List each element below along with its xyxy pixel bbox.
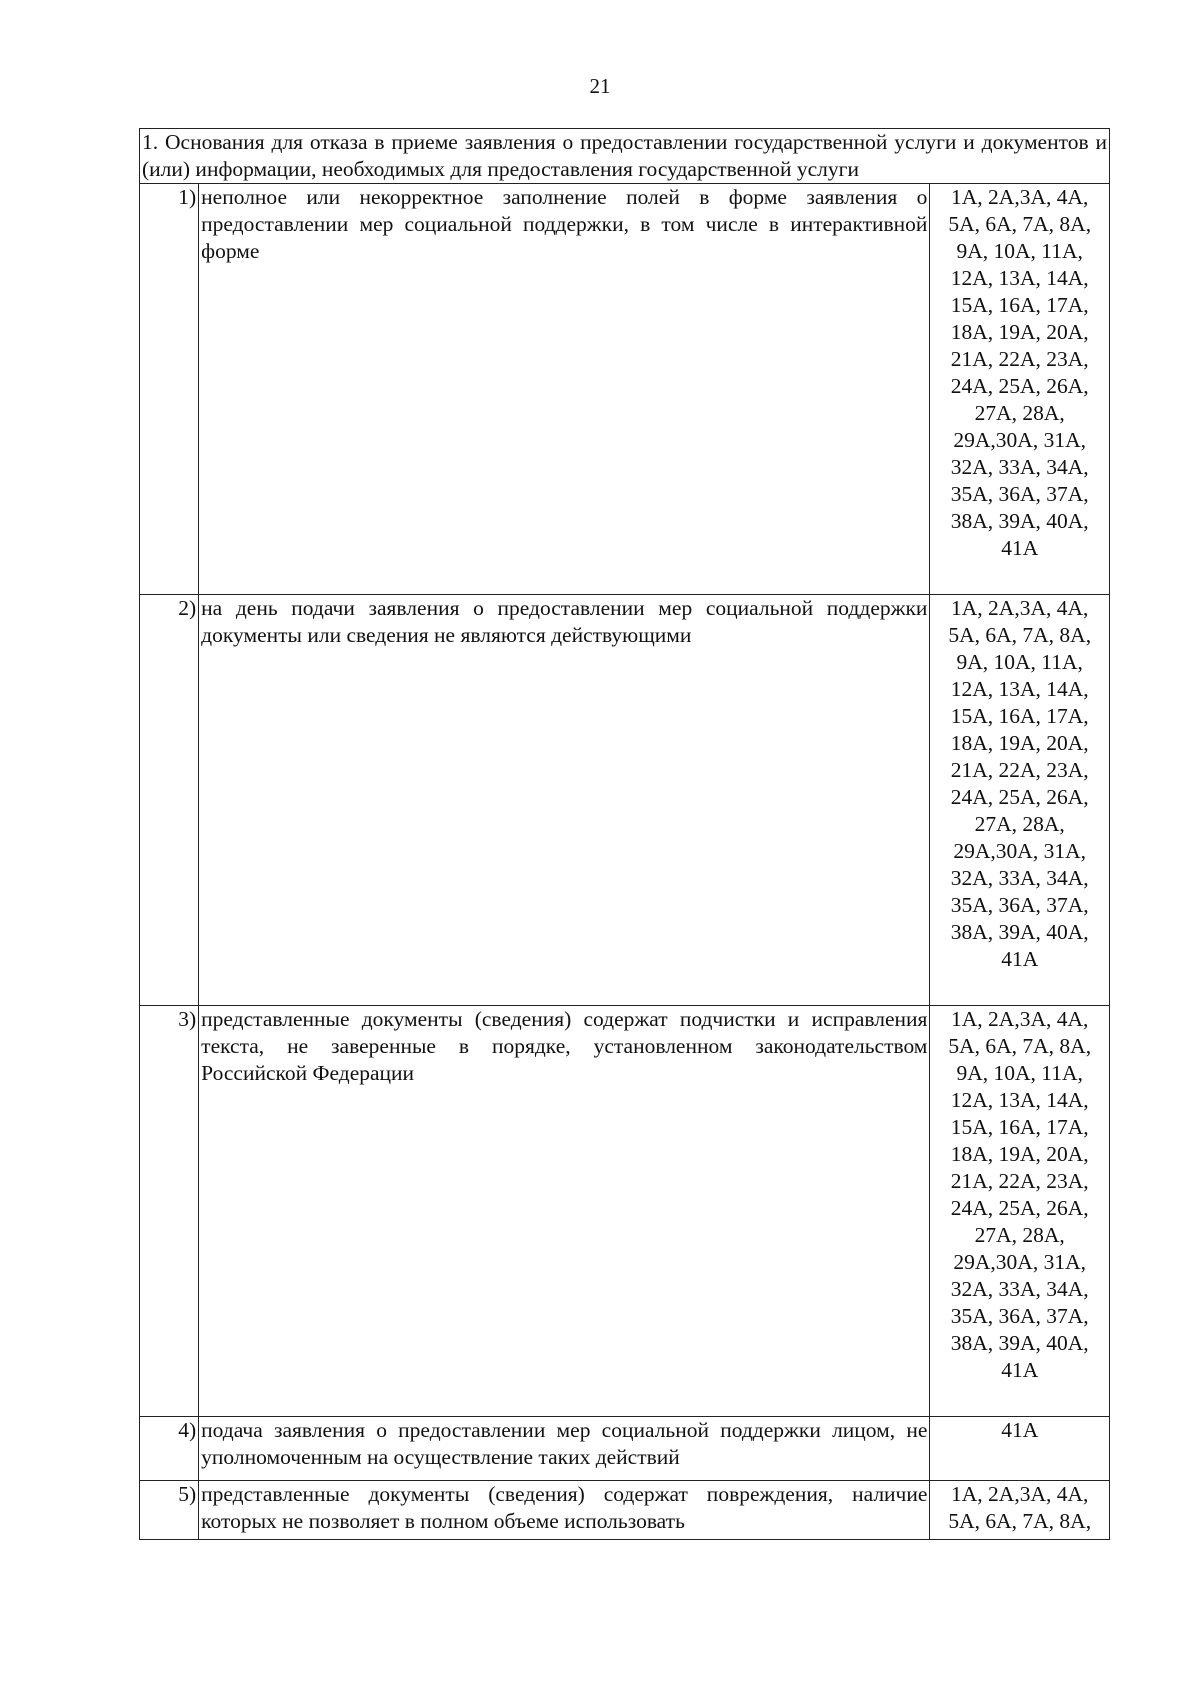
code-line: 12А, 13А, 14А,	[950, 1088, 1089, 1112]
code-line: 9А, 10А, 11А,	[956, 1061, 1083, 1085]
code-line: 35А, 36А, 37А,	[950, 893, 1089, 917]
code-line: 1А, 2А,3А, 4А,	[951, 1007, 1089, 1031]
code-line: 18А, 19А, 20А,	[950, 320, 1089, 344]
code-line: 1А, 2А,3А, 4А,	[951, 185, 1089, 209]
code-line: 12А, 13А, 14А,	[950, 677, 1089, 701]
code-line: 21А, 22А, 23А,	[950, 1169, 1089, 1193]
code-line: 9А, 10А, 11А,	[956, 239, 1083, 263]
code-line: 5А, 6А, 7А, 8А,	[948, 1509, 1092, 1533]
code-line: 27А, 28А,	[974, 812, 1065, 836]
row-text: представленные документы (сведения) содержат повреждения, наличие которых не позволяет в полном объеме использовать	[199, 1481, 930, 1540]
page-number: 21	[589, 74, 611, 98]
row-text: неполное или некорректное заполнение полей в форме заявления о предоставлении мер социальной поддержки, в том числе в интерактивной форме	[199, 184, 930, 595]
table-row	[140, 1006, 1110, 1417]
code-line: 18А, 19А, 20А,	[950, 731, 1089, 755]
code-line: 29А,30А, 31А,	[953, 839, 1086, 863]
code-line: 24А, 25А, 26А,	[950, 1196, 1089, 1220]
row-number: 3)	[140, 1006, 199, 1417]
code-line: 41А	[1001, 1358, 1039, 1382]
row-number: 4)	[140, 1417, 199, 1481]
code-line: 24А, 25А, 26А,	[950, 785, 1089, 809]
table-row	[140, 184, 1110, 595]
code-line: 5А, 6А, 7А, 8А,	[948, 623, 1092, 647]
row-codes	[930, 1481, 1110, 1540]
code-line: 32А, 33А, 34А,	[950, 455, 1089, 479]
code-line: 5А, 6А, 7А, 8А,	[948, 1034, 1092, 1058]
row-codes	[930, 1417, 1110, 1481]
row-text: подача заявления о предоставлении мер социальной поддержки лицом, не уполномоченным на осуществление таких действий	[199, 1417, 930, 1481]
row-text: представленные документы (сведения) содержат подчистки и исправления текста, не заверенные в порядке, установленном законодательством Российской Федерации	[199, 1006, 930, 1417]
code-line: 41А	[1001, 1418, 1039, 1442]
code-line: 35А, 36А, 37А,	[950, 1304, 1089, 1328]
code-line: 32А, 33А, 34А,	[950, 1277, 1089, 1301]
code-line: 21А, 22А, 23А,	[950, 758, 1089, 782]
code-line: 29А,30А, 31А,	[953, 1250, 1086, 1274]
row-text: на день подачи заявления о предоставлении мер социальной поддержки документы или сведения не являются действующими	[199, 595, 930, 1006]
code-line: 12А, 13А, 14А,	[950, 266, 1089, 290]
code-line: 35А, 36А, 37А,	[950, 482, 1089, 506]
section-header: 1. Основания для отказа в приеме заявления о предоставлении государственной услуги и документов и (или) информации, необходимых для предоставления государственной услуги	[140, 129, 1110, 184]
code-line: 15А, 16А, 17А,	[950, 704, 1089, 728]
code-line: 24А, 25А, 26А,	[950, 374, 1089, 398]
table-row	[140, 1417, 1110, 1481]
code-line: 5А, 6А, 7А, 8А,	[948, 212, 1092, 236]
code-line: 21А, 22А, 23А,	[950, 347, 1089, 371]
code-line: 29А,30А, 31А,	[953, 428, 1086, 452]
code-line: 9А, 10А, 11А,	[956, 650, 1083, 674]
code-line: 1А, 2А,3А, 4А,	[951, 1482, 1089, 1506]
row-number: 5)	[140, 1481, 199, 1540]
code-line: 32А, 33А, 34А,	[950, 866, 1089, 890]
row-codes	[930, 1006, 1110, 1417]
code-line: 38А, 39А, 40А,	[950, 920, 1089, 944]
table-row	[140, 595, 1110, 1006]
row-codes	[930, 184, 1110, 595]
grounds-table	[139, 128, 1110, 1540]
code-line: 15А, 16А, 17А,	[950, 1115, 1089, 1139]
code-line: 41А	[1001, 947, 1039, 971]
table-row	[140, 1481, 1110, 1540]
code-line: 38А, 39А, 40А,	[950, 1331, 1089, 1355]
row-codes	[930, 595, 1110, 1006]
code-line: 1А, 2А,3А, 4А,	[951, 596, 1089, 620]
section-header-row	[140, 129, 1110, 184]
row-number: 2)	[140, 595, 199, 1006]
code-line: 15А, 16А, 17А,	[950, 293, 1089, 317]
code-line: 27А, 28А,	[974, 1223, 1065, 1247]
code-line: 38А, 39А, 40А,	[950, 509, 1089, 533]
code-line: 41А	[1001, 536, 1039, 560]
row-number: 1)	[140, 184, 199, 595]
code-line: 18А, 19А, 20А,	[950, 1142, 1089, 1166]
code-line: 27А, 28А,	[974, 401, 1065, 425]
